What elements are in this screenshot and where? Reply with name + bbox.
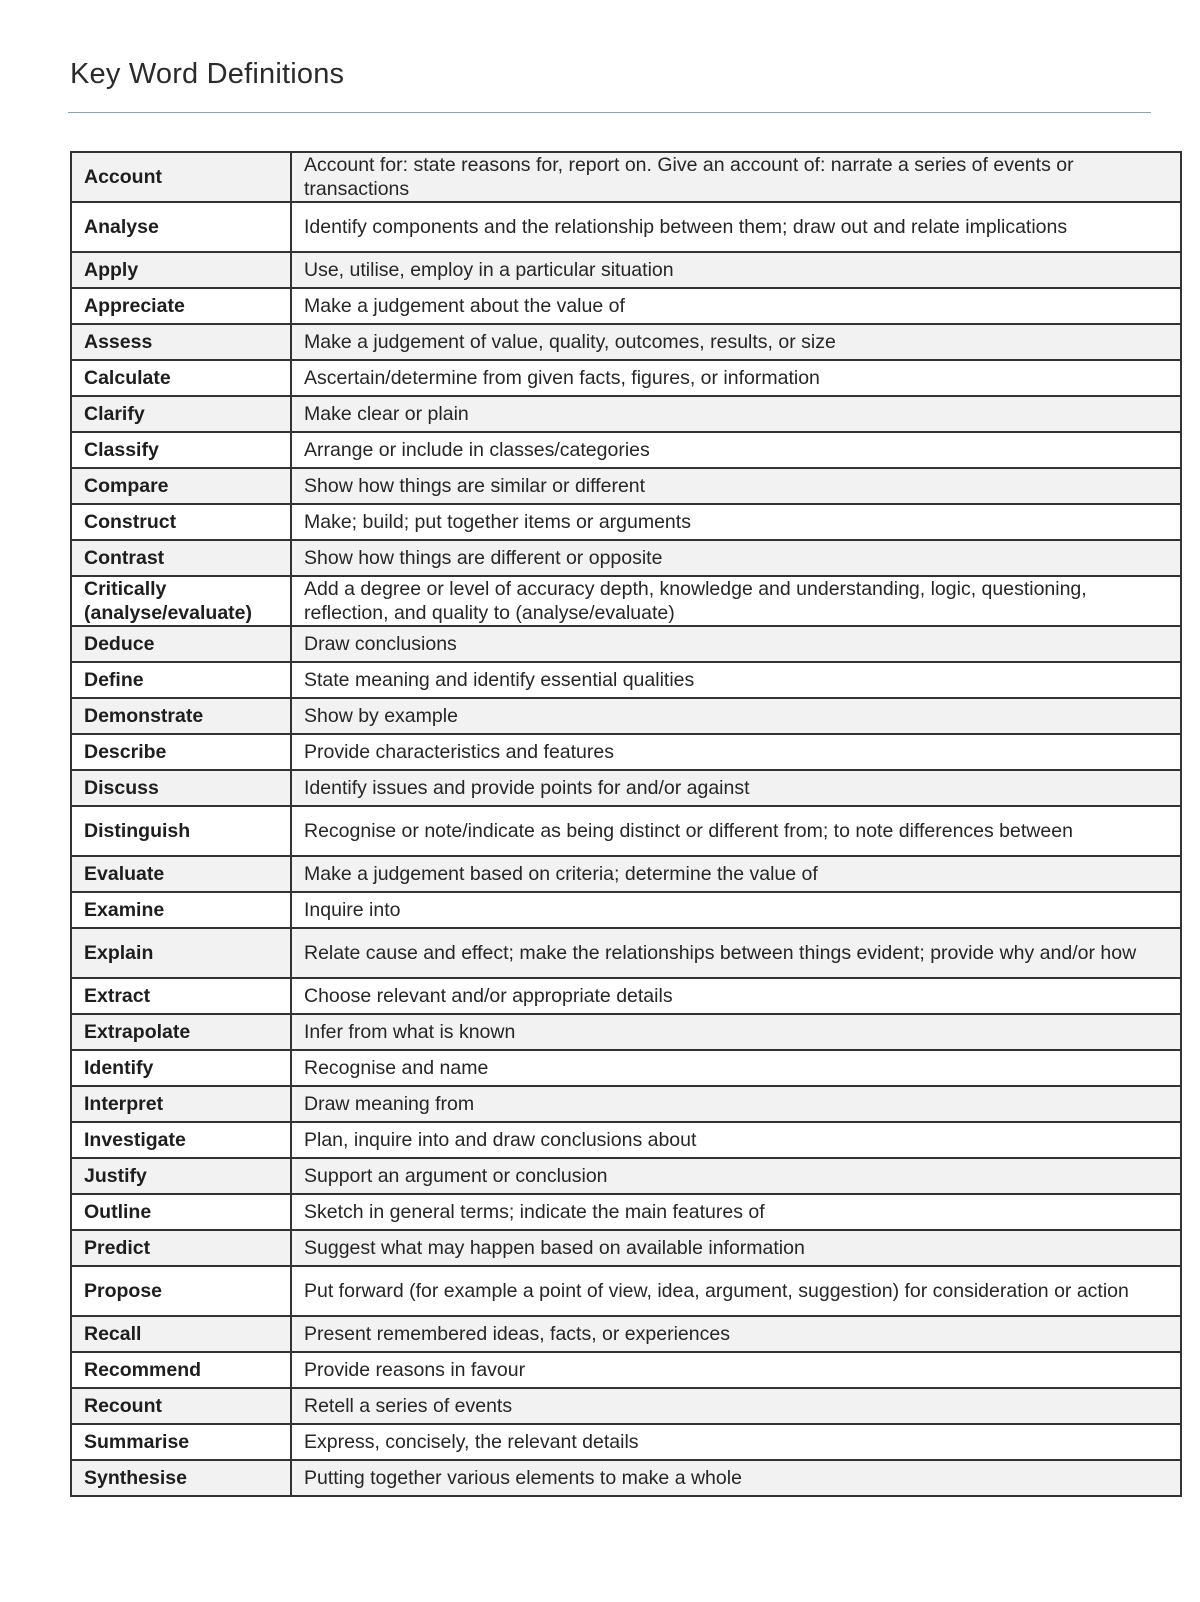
definition-cell: Make; build; put together items or arguments xyxy=(291,504,1181,540)
definition-cell: Make a judgement based on criteria; determine the value of xyxy=(291,856,1181,892)
term-cell: Distinguish xyxy=(71,806,291,856)
term-cell: Critically (analyse/evaluate) xyxy=(71,576,291,626)
term-cell: Extract xyxy=(71,978,291,1014)
table-row xyxy=(71,252,1181,288)
table-row xyxy=(71,324,1181,360)
term-cell: Evaluate xyxy=(71,856,291,892)
table-row xyxy=(71,1388,1181,1424)
definition-cell: Sketch in general terms; indicate the main features of xyxy=(291,1194,1181,1230)
term-cell: Propose xyxy=(71,1266,291,1316)
term-cell: Assess xyxy=(71,324,291,360)
table-row xyxy=(71,626,1181,662)
term-cell: Synthesise xyxy=(71,1460,291,1496)
definition-cell: Provide reasons in favour xyxy=(291,1352,1181,1388)
term-cell: Identify xyxy=(71,1050,291,1086)
term-cell: Justify xyxy=(71,1158,291,1194)
table-row xyxy=(71,806,1181,856)
definition-cell: Add a degree or level of accuracy depth, knowledge and understanding, logic, questioning, reflection, and quality to (analyse/evaluate) xyxy=(291,576,1181,626)
term-cell: Outline xyxy=(71,1194,291,1230)
definition-cell: Show how things are similar or different xyxy=(291,468,1181,504)
definition-cell: Support an argument or conclusion xyxy=(291,1158,1181,1194)
definitions-body xyxy=(71,152,1181,1496)
term-cell: Interpret xyxy=(71,1086,291,1122)
table-row xyxy=(71,504,1181,540)
table-row xyxy=(71,1086,1181,1122)
definition-cell: Inquire into xyxy=(291,892,1181,928)
definition-cell: Show by example xyxy=(291,698,1181,734)
term-cell: Calculate xyxy=(71,360,291,396)
table-row xyxy=(71,734,1181,770)
table-row xyxy=(71,202,1181,252)
term-cell: Construct xyxy=(71,504,291,540)
table-row xyxy=(71,152,1181,202)
table-row xyxy=(71,1352,1181,1388)
table-row xyxy=(71,1194,1181,1230)
definition-cell: Recognise or note/indicate as being distinct or different from; to note differences between xyxy=(291,806,1181,856)
page-title: Key Word Definitions xyxy=(70,58,345,90)
definition-cell: Infer from what is known xyxy=(291,1014,1181,1050)
definition-cell: Provide characteristics and features xyxy=(291,734,1181,770)
table-row xyxy=(71,468,1181,504)
term-cell: Compare xyxy=(71,468,291,504)
definition-cell: Express, concisely, the relevant details xyxy=(291,1424,1181,1460)
table-row xyxy=(71,1230,1181,1266)
definition-cell: State meaning and identify essential qualities xyxy=(291,662,1181,698)
table-row xyxy=(71,1050,1181,1086)
table-row xyxy=(71,1460,1181,1496)
term-cell: Describe xyxy=(71,734,291,770)
term-cell: Discuss xyxy=(71,770,291,806)
term-cell: Apply xyxy=(71,252,291,288)
term-cell: Recall xyxy=(71,1316,291,1352)
definition-cell: Arrange or include in classes/categories xyxy=(291,432,1181,468)
definition-cell: Suggest what may happen based on available information xyxy=(291,1230,1181,1266)
table-row xyxy=(71,1266,1181,1316)
term-cell: Recommend xyxy=(71,1352,291,1388)
table-row xyxy=(71,892,1181,928)
definition-cell: Draw meaning from xyxy=(291,1086,1181,1122)
table-row xyxy=(71,1158,1181,1194)
title-divider xyxy=(68,112,1151,113)
term-cell: Extrapolate xyxy=(71,1014,291,1050)
term-cell: Predict xyxy=(71,1230,291,1266)
table-row xyxy=(71,856,1181,892)
term-cell: Deduce xyxy=(71,626,291,662)
table-row xyxy=(71,1316,1181,1352)
term-cell: Recount xyxy=(71,1388,291,1424)
definitions-table xyxy=(70,151,1182,1497)
definition-cell: Choose relevant and/or appropriate details xyxy=(291,978,1181,1014)
table-row xyxy=(71,360,1181,396)
table-row xyxy=(71,1424,1181,1460)
definition-cell: Recognise and name xyxy=(291,1050,1181,1086)
table-row xyxy=(71,770,1181,806)
definition-cell: Plan, inquire into and draw conclusions about xyxy=(291,1122,1181,1158)
term-cell: Examine xyxy=(71,892,291,928)
definition-cell: Make a judgement of value, quality, outcomes, results, or size xyxy=(291,324,1181,360)
definition-cell: Account for: state reasons for, report on. Give an account of: narrate a series of events or transactions xyxy=(291,152,1181,202)
term-cell: Classify xyxy=(71,432,291,468)
definition-cell: Use, utilise, employ in a particular situation xyxy=(291,252,1181,288)
table-row xyxy=(71,662,1181,698)
definition-cell: Putting together various elements to make a whole xyxy=(291,1460,1181,1496)
term-cell: Analyse xyxy=(71,202,291,252)
definition-cell: Make clear or plain xyxy=(291,396,1181,432)
table-row xyxy=(71,432,1181,468)
table-row xyxy=(71,1014,1181,1050)
definition-cell: Put forward (for example a point of view, idea, argument, suggestion) for consideration or action xyxy=(291,1266,1181,1316)
definition-cell: Relate cause and effect; make the relationships between things evident; provide why and/or how xyxy=(291,928,1181,978)
term-cell: Investigate xyxy=(71,1122,291,1158)
definition-cell: Retell a series of events xyxy=(291,1388,1181,1424)
term-cell: Explain xyxy=(71,928,291,978)
term-cell: Demonstrate xyxy=(71,698,291,734)
term-cell: Contrast xyxy=(71,540,291,576)
definition-cell: Draw conclusions xyxy=(291,626,1181,662)
term-cell: Summarise xyxy=(71,1424,291,1460)
table-row xyxy=(71,288,1181,324)
definition-cell: Identify components and the relationship between them; draw out and relate implications xyxy=(291,202,1181,252)
table-row xyxy=(71,396,1181,432)
definition-cell: Make a judgement about the value of xyxy=(291,288,1181,324)
table-row xyxy=(71,978,1181,1014)
table-row xyxy=(71,698,1181,734)
table-row xyxy=(71,1122,1181,1158)
table-row xyxy=(71,928,1181,978)
term-cell: Account xyxy=(71,152,291,202)
definition-cell: Present remembered ideas, facts, or experiences xyxy=(291,1316,1181,1352)
table-row xyxy=(71,576,1181,626)
definition-cell: Identify issues and provide points for and/or against xyxy=(291,770,1181,806)
definition-cell: Show how things are different or opposite xyxy=(291,540,1181,576)
term-cell: Clarify xyxy=(71,396,291,432)
table-row xyxy=(71,540,1181,576)
term-cell: Appreciate xyxy=(71,288,291,324)
definition-cell: Ascertain/determine from given facts, figures, or information xyxy=(291,360,1181,396)
term-cell: Define xyxy=(71,662,291,698)
